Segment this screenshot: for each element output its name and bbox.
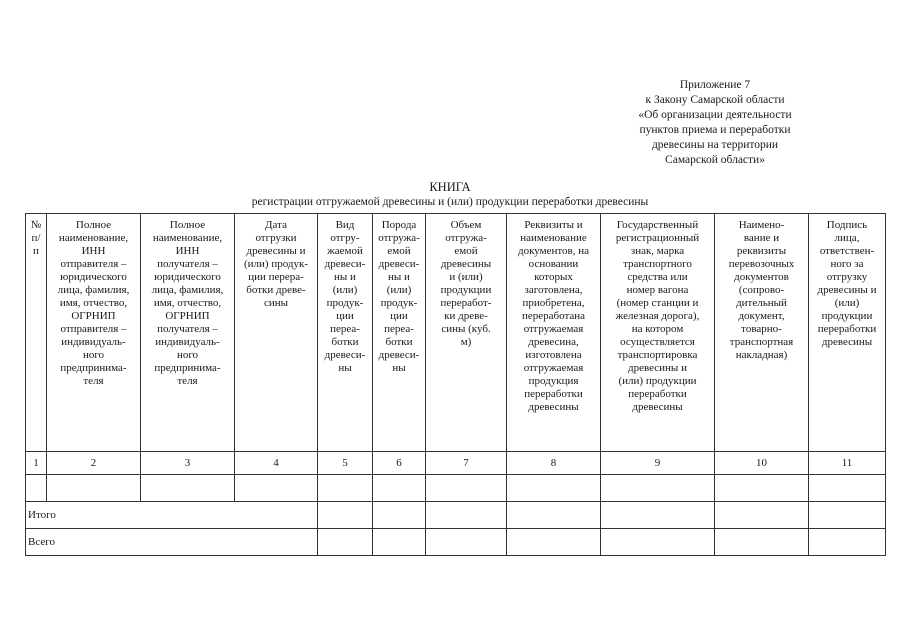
column-number: 3: [141, 452, 235, 475]
column-number: 5: [318, 452, 373, 475]
header-row: [26, 214, 886, 452]
empty-cell: [809, 529, 886, 556]
document-subtitle: регистрации отгружаемой древесины и (или) продукции переработки древесины: [251, 196, 649, 208]
column-number: 10: [715, 452, 809, 475]
empty-cell: [507, 502, 601, 529]
column-header: № п/ п: [26, 214, 47, 452]
empty-cell: [373, 502, 426, 529]
grand-total-label: Всего: [26, 529, 318, 556]
column-number: 4: [235, 452, 318, 475]
empty-cell: [26, 475, 47, 502]
column-number: 11: [809, 452, 886, 475]
column-number: 8: [507, 452, 601, 475]
column-header: Государственный регистрационный знак, марка транспортного средства или номер вагона (номер станции и железная дорога), на котором осуществляется транспортировка древесины и (или) продукции переработки древесины: [601, 214, 715, 452]
empty-cell: [715, 529, 809, 556]
table-row: [26, 475, 886, 502]
column-header: Объем отгружа- емой древесины и (или) продукции переработ- ки древе- сины (куб. м): [426, 214, 507, 452]
total-label: Итого: [26, 502, 318, 529]
empty-cell: [141, 475, 235, 502]
grand-total-row: [26, 529, 886, 556]
empty-cell: [426, 475, 507, 502]
column-header: Реквизиты и наименование документов, на основании которых заготовлена, приобретена, переработана отгружаемая древесина, изготовлена отгружаемая продукция переработки древесины: [507, 214, 601, 452]
empty-cell: [318, 502, 373, 529]
column-header: Подпись лица, ответствен- ного за отгрузку древесины и (или) продукции переработки древесины: [809, 214, 886, 452]
empty-cell: [426, 529, 507, 556]
empty-cell: [507, 529, 601, 556]
empty-cell: [601, 502, 715, 529]
column-header: Наимено- вание и реквизиты перевозочных документов (сопрово- дительный документ, товарно- транспортная накладная): [715, 214, 809, 452]
appendix-line: Приложение 7: [679, 79, 751, 91]
empty-cell: [715, 502, 809, 529]
empty-cell: [601, 529, 715, 556]
empty-cell: [715, 475, 809, 502]
appendix-line: к Закону Самарской области: [645, 94, 785, 106]
empty-cell: [373, 529, 426, 556]
column-number: 1: [26, 452, 47, 475]
column-header: Дата отгрузки древесины и (или) продук- ции перера- ботки древе- сины: [235, 214, 318, 452]
empty-cell: [235, 475, 318, 502]
column-header: Полное наименование, ИНН отправителя – юридического лица, фамилия, имя, отчество, ОГРНИП отправителя – индивидуаль- ного предпринима- теля: [47, 214, 141, 452]
column-header: Полное наименование, ИНН получателя – юридического лица, фамилия, имя, отчество, ОГРНИП получателя – индивидуаль- ного предпринима- теля: [141, 214, 235, 452]
column-number: 6: [373, 452, 426, 475]
empty-cell: [507, 475, 601, 502]
empty-cell: [426, 502, 507, 529]
column-header: Вид отгру- жаемой древеси- ны и (или) продук- ции переа- ботки древеси- ны: [318, 214, 373, 452]
column-number: 9: [601, 452, 715, 475]
column-number: 2: [47, 452, 141, 475]
appendix-note: [615, 78, 815, 168]
appendix-line: древесины на территории: [651, 139, 779, 151]
appendix-line: «Об организации деятельности: [638, 109, 792, 121]
empty-cell: [318, 529, 373, 556]
column-header: Порода отгружа- емой древеси- ны и (или) продук- ции переа- ботки древеси- ны: [373, 214, 426, 452]
empty-cell: [809, 502, 886, 529]
document-title: КНИГА: [429, 180, 471, 194]
registration-table: [25, 213, 886, 556]
empty-cell: [318, 475, 373, 502]
empty-cell: [373, 475, 426, 502]
empty-cell: [601, 475, 715, 502]
total-row: [26, 502, 886, 529]
column-number-row: [26, 452, 886, 475]
column-number: 7: [426, 452, 507, 475]
appendix-line: пунктов приема и переработки: [639, 124, 791, 136]
empty-cell: [809, 475, 886, 502]
empty-cell: [47, 475, 141, 502]
appendix-line: Самарской области»: [665, 154, 765, 166]
